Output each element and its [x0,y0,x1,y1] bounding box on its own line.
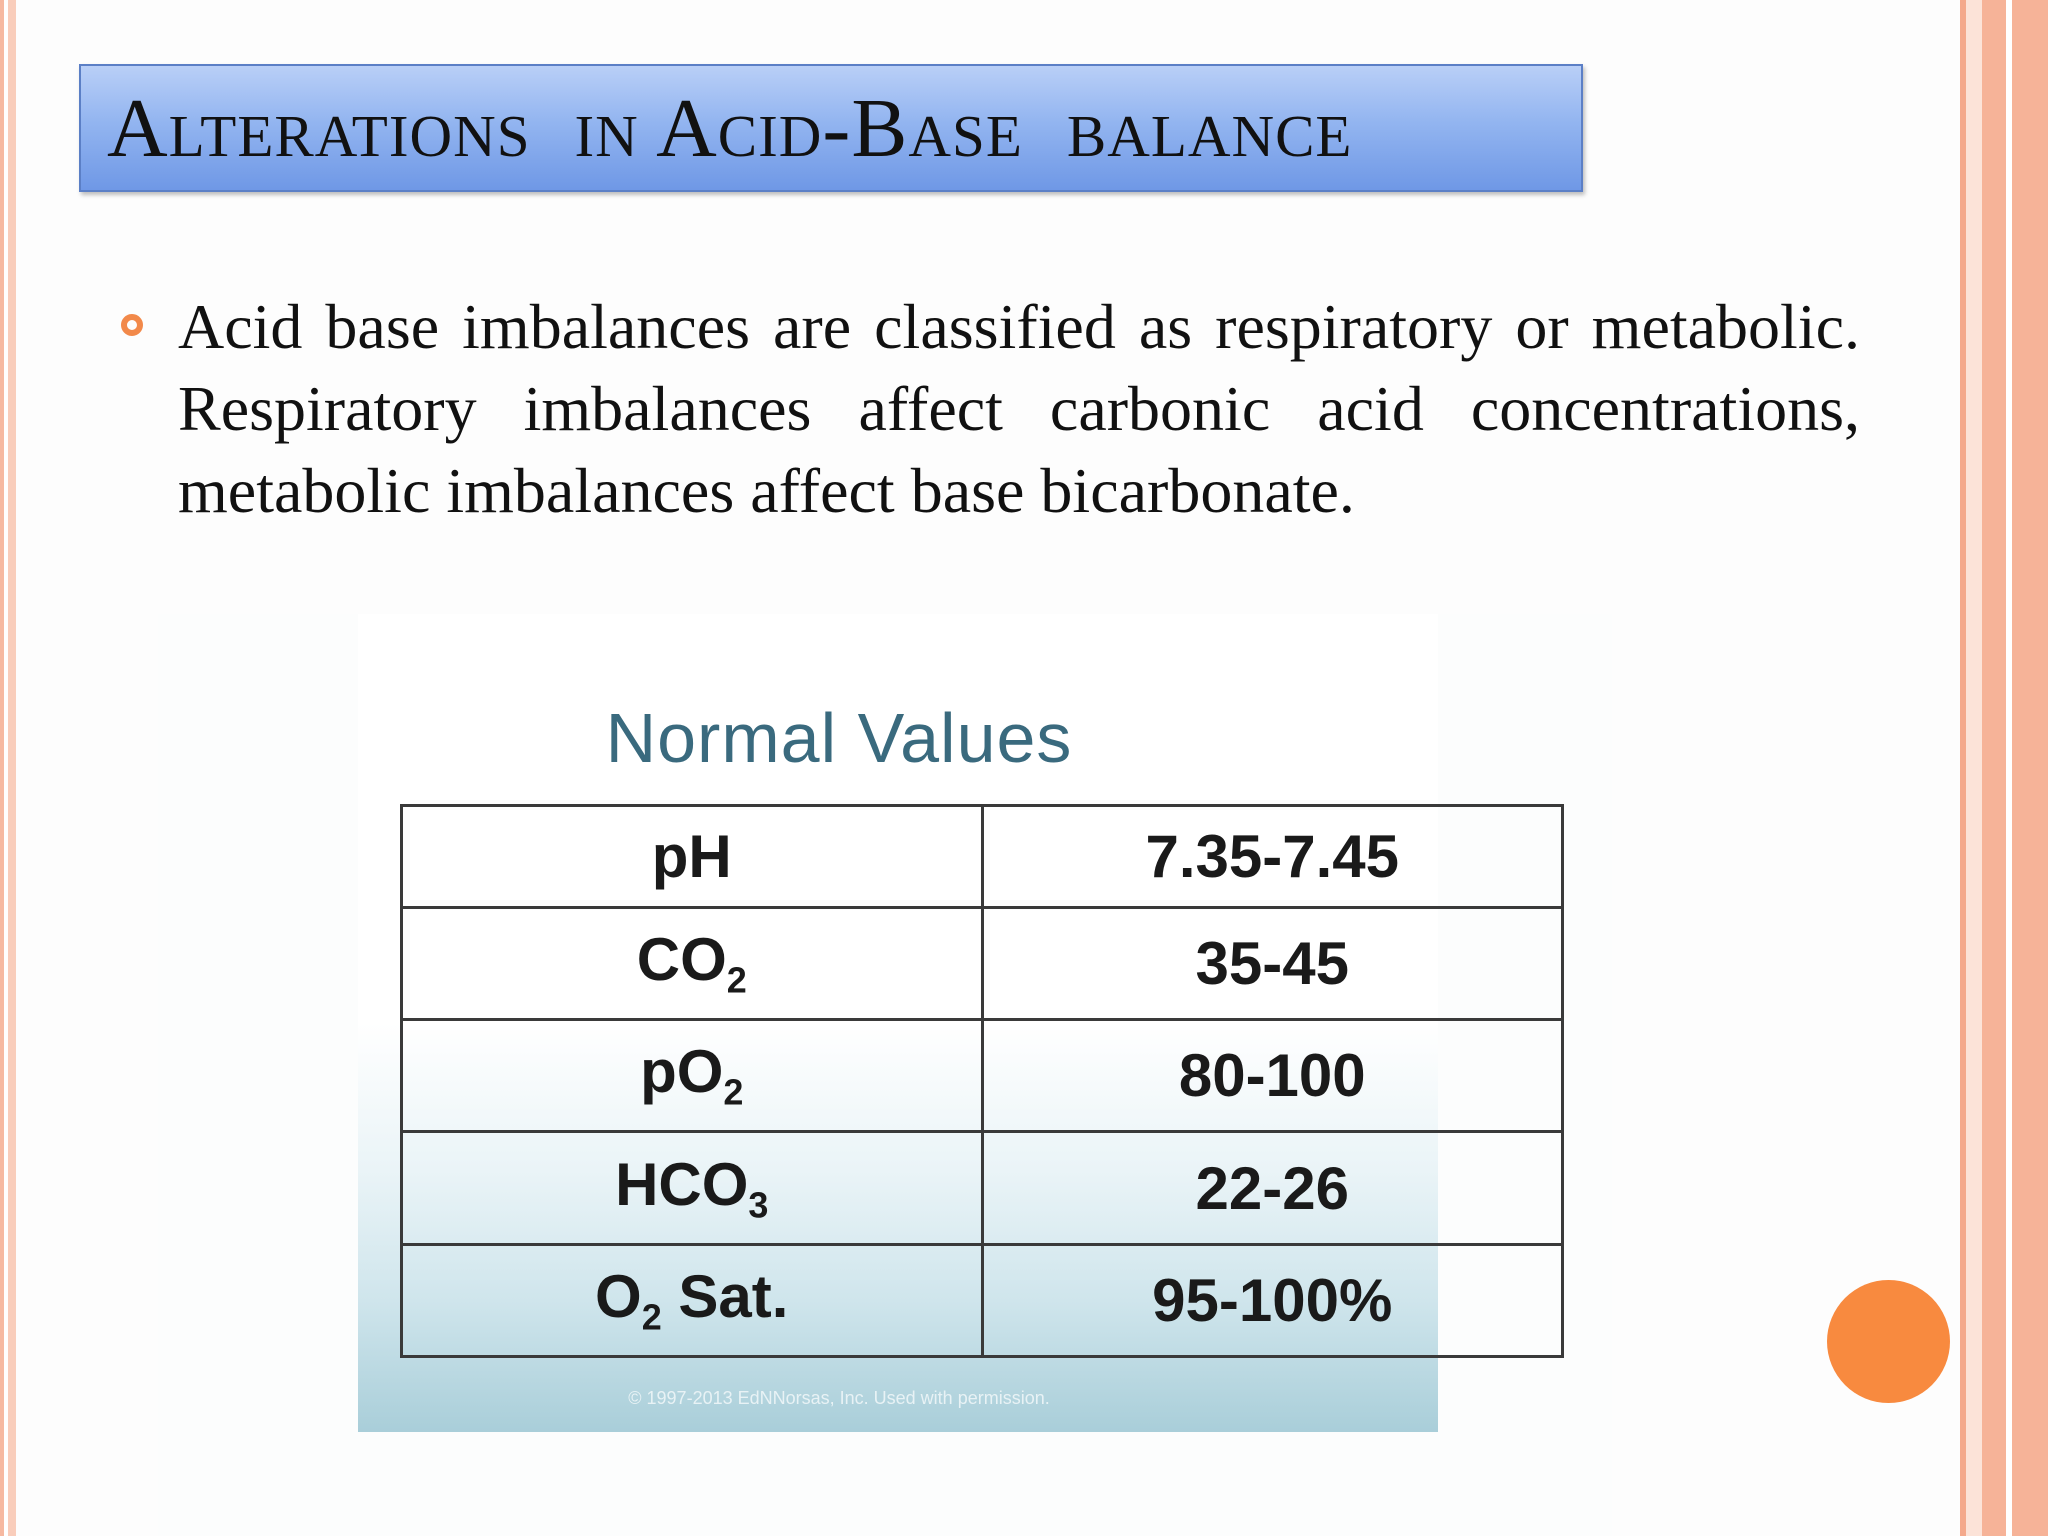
table-row [402,907,1563,1019]
table-row [402,1244,1563,1356]
table-row [402,1020,1563,1132]
value-cell: 35-45 [982,907,1563,1019]
slide-title: Alterations in Acid-Base balance [107,81,1353,175]
parameter-cell: $CO_2$ [402,907,983,1019]
slide-title-box [79,64,1583,192]
parameter-cell: $HCO_3$ [402,1132,983,1244]
right-decorative-border [1960,0,2048,1536]
parameter-cell: pH [402,806,983,908]
value-cell: 22-26 [982,1132,1563,1244]
normal-values-image [158,614,1612,1536]
parameter-cell: $O_2$ Sat. [402,1244,983,1356]
value-cell: 80-100 [982,1020,1563,1132]
orange-circle-icon [1827,1280,1950,1403]
normal-values-table [400,804,1564,1358]
table-row [402,1132,1563,1244]
table-title: Normal Values [605,699,1073,777]
parameter-cell: $pO_2$ [402,1020,983,1132]
value-cell: 95-100% [982,1244,1563,1356]
ring-bullet-icon [121,314,143,336]
image-copyright: © 1997-2013 EdNNorsas, Inc. Used with permission. [628,1388,1050,1408]
table-row [402,806,1563,908]
bullet-paragraph: Acid base imbalances are classified as respiratory or metabolic. Respiratory imbalances affect carbonic acid concentrations, metabolic imbalances affect base bicarbonate. [178,291,1860,526]
left-decorative-border [0,0,16,1536]
value-cell: 7.35-7.45 [982,806,1563,908]
